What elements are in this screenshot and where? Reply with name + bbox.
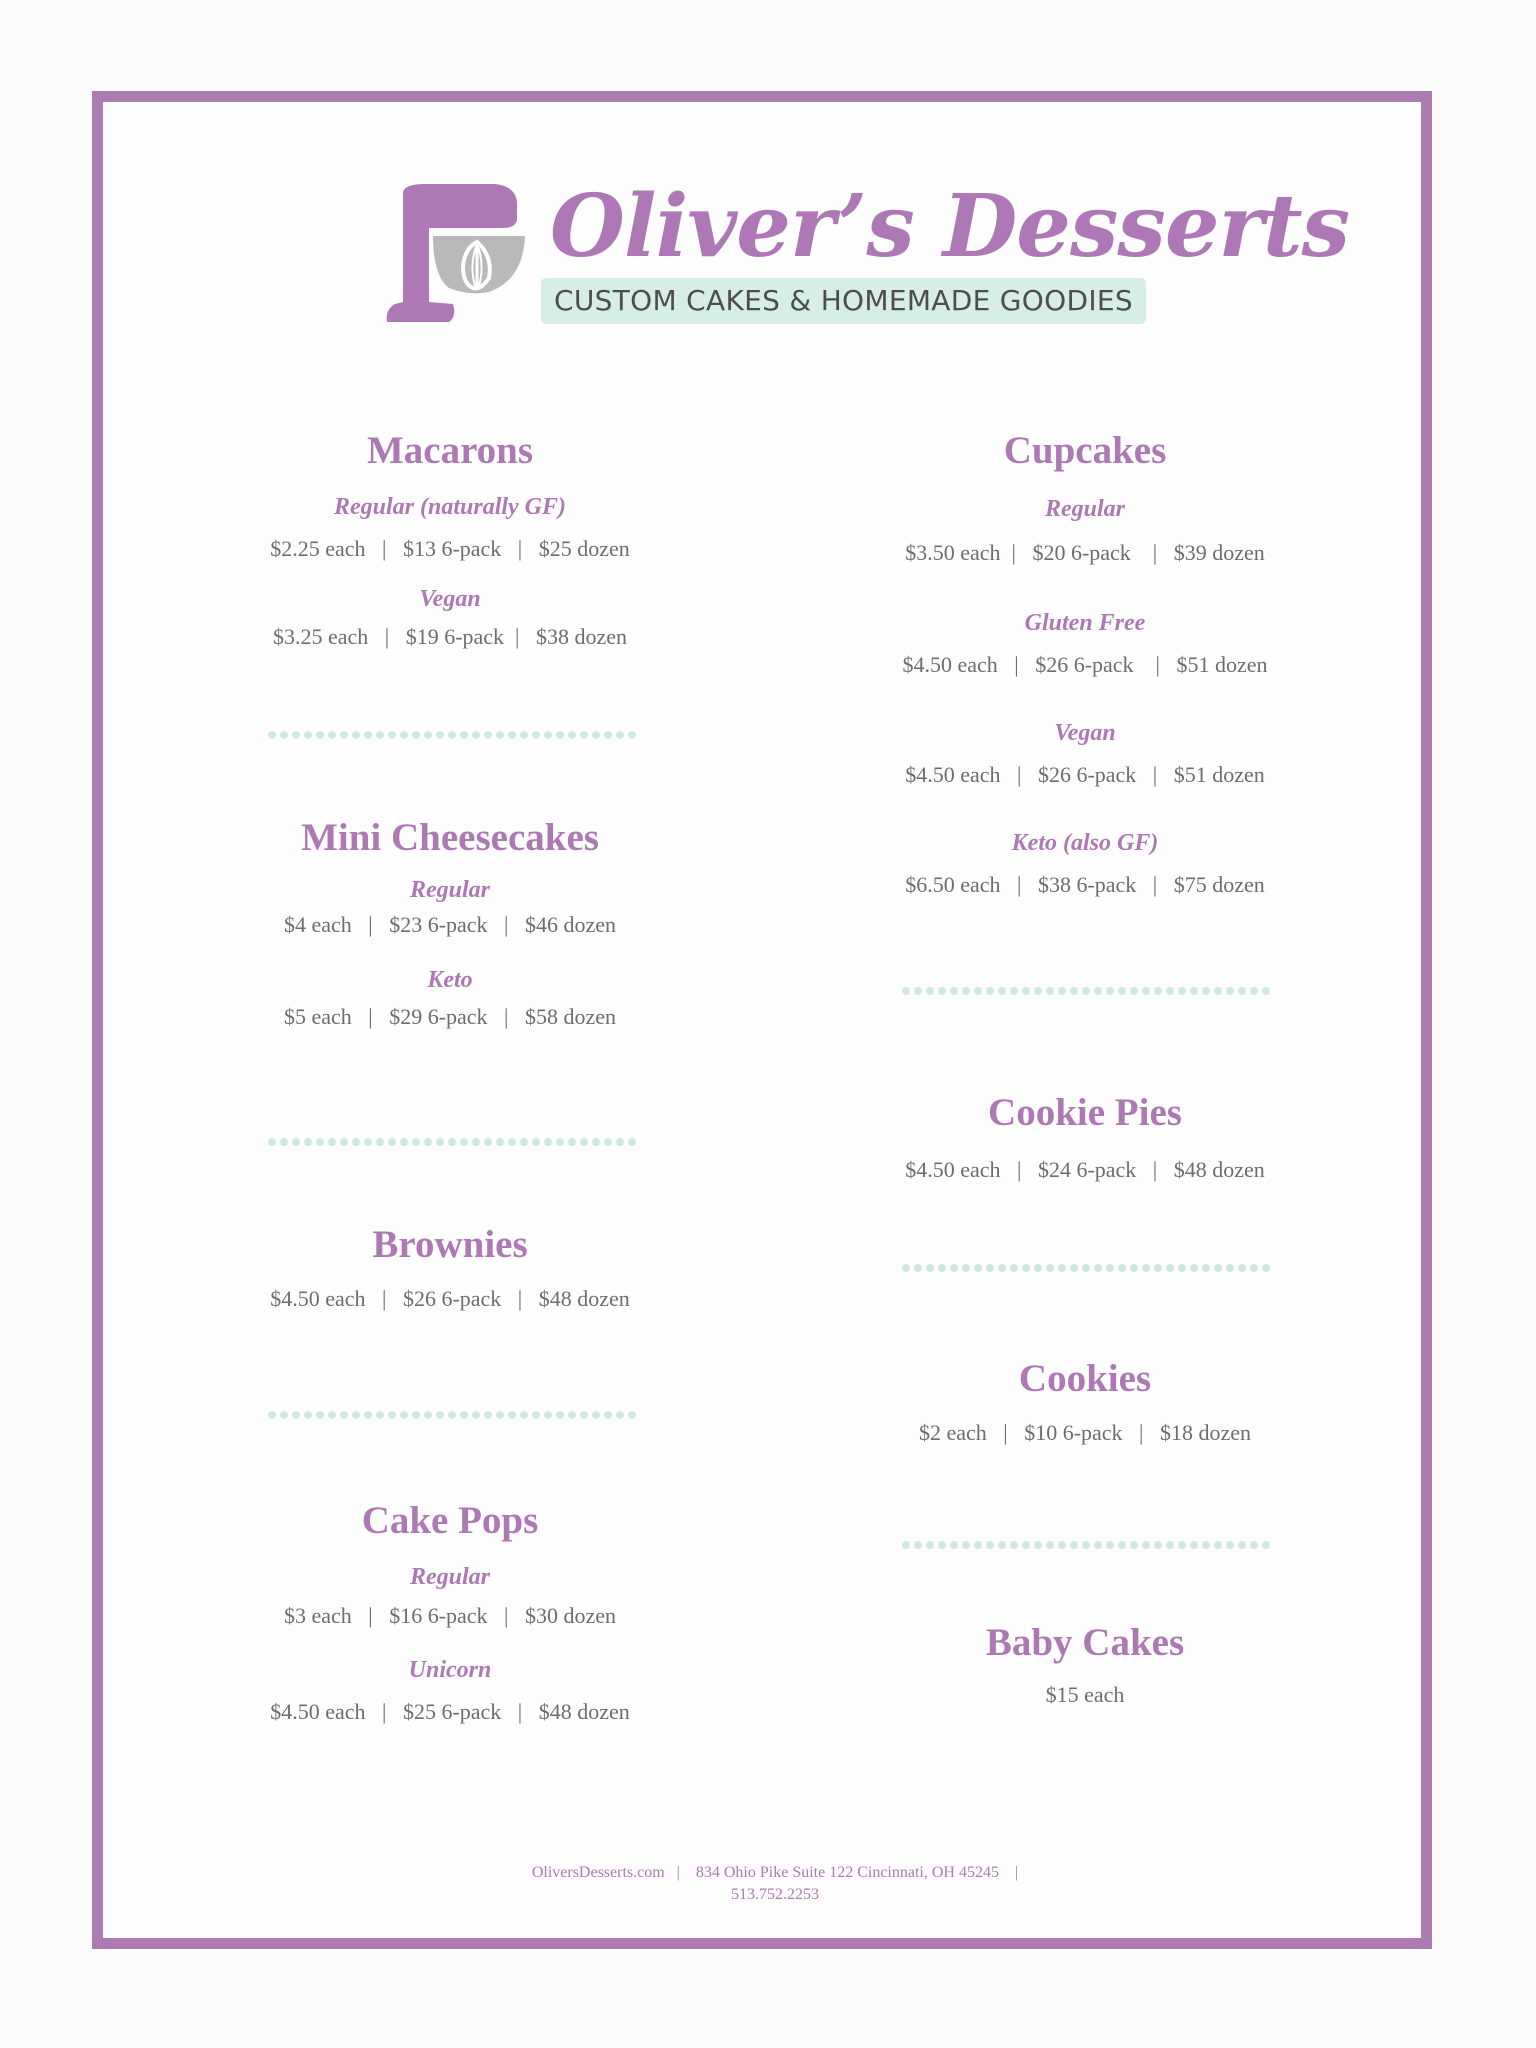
brand-tagline: CUSTOM CAKES & HOMEMADE GOODIES bbox=[541, 278, 1146, 324]
dotted-divider bbox=[266, 1410, 636, 1420]
section-title-cake-pops: Cake Pops bbox=[361, 1499, 539, 1542]
price-line: $5 each | $29 6-pack | $58 dozen bbox=[284, 1004, 616, 1029]
variant-name: Vegan bbox=[419, 586, 481, 612]
variant-name: Gluten Free bbox=[1024, 610, 1146, 636]
price-line: $2.25 each | $13 6-pack | $25 dozen bbox=[270, 536, 630, 561]
section-title-brownies: Brownies bbox=[372, 1223, 528, 1266]
variant-name: Keto bbox=[427, 967, 473, 993]
variant-name: Vegan bbox=[1054, 720, 1116, 746]
price-line: $4.50 each | $26 6-pack | $51 dozen bbox=[905, 762, 1265, 787]
variant-name: Unicorn bbox=[408, 1657, 492, 1683]
variant-name: Regular bbox=[409, 1564, 490, 1590]
price-line: $4.50 each | $26 6-pack | $48 dozen bbox=[270, 1286, 630, 1311]
price-line: $2 each | $10 6-pack | $18 dozen bbox=[919, 1420, 1251, 1445]
price-line: $3.25 each | $19 6-pack | $38 dozen bbox=[273, 624, 627, 649]
price-line: $4.50 each | $24 6-pack | $48 dozen bbox=[905, 1157, 1265, 1182]
dotted-divider bbox=[900, 1540, 1270, 1550]
price-line: $4.50 each | $25 6-pack | $48 dozen bbox=[270, 1699, 630, 1724]
footer-phone: 513.752.2253 bbox=[731, 1886, 819, 1903]
brand-name: Oliver’s Desserts bbox=[550, 176, 1349, 277]
section-title-cookie-pies: Cookie Pies bbox=[988, 1091, 1182, 1134]
price-line: $4 each | $23 6-pack | $46 dozen bbox=[284, 912, 616, 937]
footer-contact: OliversDesserts.com | 834 Ohio Pike Suite 122 Cincinnati, OH 45245 | bbox=[531, 1864, 1019, 1881]
variant-name: Regular bbox=[1044, 496, 1125, 522]
price-line: $3.50 each | $20 6-pack | $39 dozen bbox=[905, 540, 1265, 565]
section-title-mini-cheesecakes: Mini Cheesecakes bbox=[301, 816, 599, 859]
dotted-divider bbox=[266, 1137, 636, 1147]
variant-name: Regular bbox=[409, 877, 490, 903]
brand-logo bbox=[385, 176, 1349, 330]
price-line: $3 each | $16 6-pack | $30 dozen bbox=[284, 1603, 616, 1628]
price-line: $15 each bbox=[1045, 1682, 1125, 1707]
price-line: $6.50 each | $38 6-pack | $75 dozen bbox=[905, 872, 1265, 897]
dotted-divider bbox=[900, 986, 1270, 996]
section-title-macarons: Macarons bbox=[366, 429, 534, 472]
variant-name: Regular (naturally GF) bbox=[333, 494, 567, 520]
variant-name: Keto (also GF) bbox=[1011, 830, 1159, 856]
section-title-cupcakes: Cupcakes bbox=[1003, 429, 1167, 472]
section-title-baby-cakes: Baby Cakes bbox=[985, 1621, 1185, 1664]
price-line: $4.50 each | $26 6-pack | $51 dozen bbox=[902, 652, 1268, 677]
dotted-divider bbox=[266, 730, 636, 740]
section-title-cookies: Cookies bbox=[1018, 1357, 1152, 1400]
dotted-divider bbox=[900, 1263, 1270, 1273]
stand-mixer-icon bbox=[385, 184, 525, 326]
